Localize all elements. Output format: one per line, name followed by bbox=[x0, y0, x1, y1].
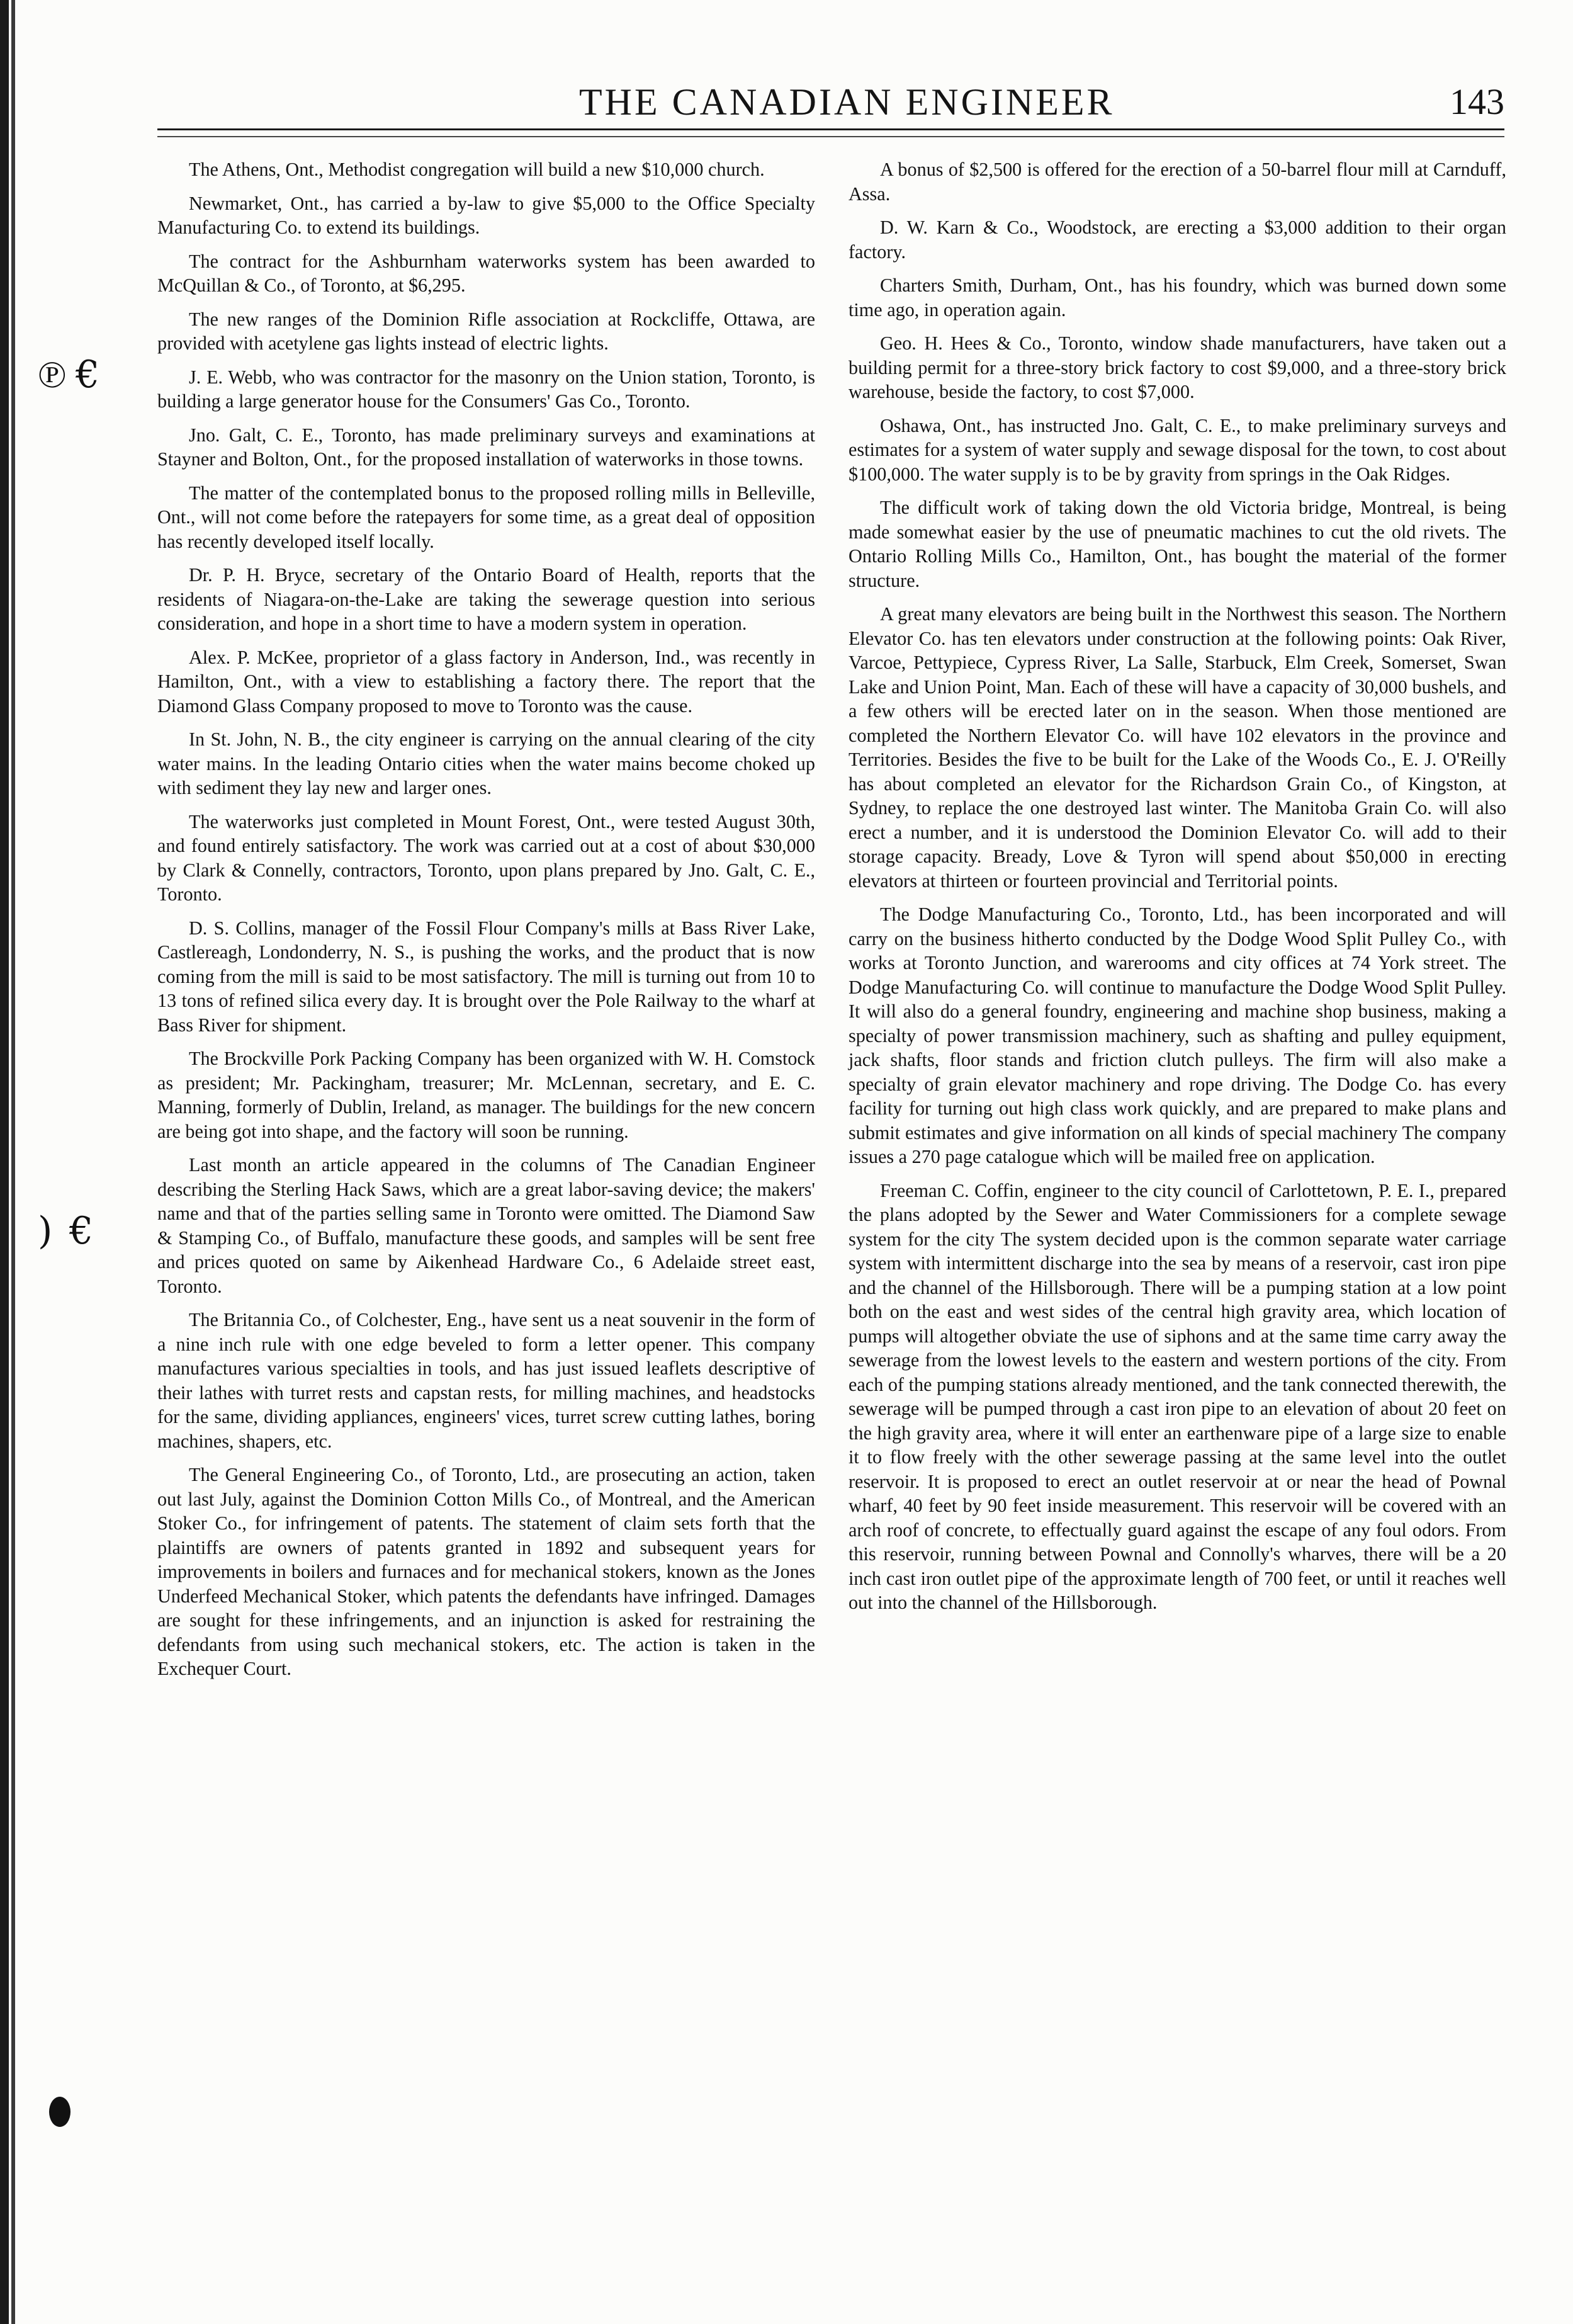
news-paragraph: Jno. Galt, C. E., Toronto, has made preliminary surveys and examinations at Stayner and Bolton, Ont., for the proposed installation of waterworks in those towns. bbox=[157, 424, 815, 470]
margin-mark-top-icon: ℗ bbox=[38, 353, 67, 397]
news-paragraph: In St. John, N. B., the city engineer is carrying on the annual clearing of the city water mains. In the leading Ontario cities when the water mains become choked up with sediment they lay new and larger ones. bbox=[157, 728, 815, 798]
news-paragraph: Dr. P. H. Bryce, secretary of the Ontario Board of Health, reports that the residents of Niagara-on-the-Lake are taking the sewerage question into serious consideration, and hope in a short time to have a modern system in operation. bbox=[157, 564, 815, 634]
margin-mark-mid-icon: ) bbox=[38, 1209, 53, 1253]
news-paragraph: A bonus of $2,500 is offered for the erection of a 50-barrel flour mill at Carnduff, Assa. bbox=[849, 159, 1506, 205]
news-paragraph: D. S. Collins, manager of the Fossil Flour Company's mills at Bass River Lake, Castlereagh, Londonderry, N. S., is pushing the works, and the product that is now coming from the mill is said to be most satisfactory. The mill is turning out from 10 to 13 tons of refined silica every day. It is brought over the Pole Railway to the wharf at Bass River for shipment. bbox=[157, 917, 815, 1036]
news-paragraph: Alex. P. McKee, proprietor of a glass factory in Anderson, Ind., was recently in Hamilton, Ont., with a view to establishing a factory there. The report that the Diamond Glass Company proposed to move to Toronto was the cause. bbox=[157, 646, 815, 717]
news-paragraph: Geo. H. Hees & Co., Toronto, window shade manufacturers, have taken out a building permit for a three-story brick factory to cost $9,000, and a three-story brick warehouse, beside the factory, to cost $7,000. bbox=[849, 332, 1506, 402]
margin-mark-top-2-icon: € bbox=[76, 353, 100, 397]
news-paragraph: Freeman C. Coffin, engineer to the city council of Carlottetown, P. E. I., prepared the plans adopted by the Sewer and Water Commissioners for a complete sewage system for the city The system decided upon is the common separate water carriage system with intermittent discharge into the sea by means of a reservoir, cast iron pipe and the channel of the Hillsborough. There will be a pumping station at a low point both on the east and west sides of the central high gravity area, which location of pumps will altogether obviate the use of siphons and at the same time carry away the sewerage from the lowest levels to the eastern and western portions of the city. From each of the pumping stations already mentioned, and the tank connected therewith, the sewerage will be pumped through a cast iron pipe to an elevation of about 20 feet on the high gravity area, where it will enter an earthenware pipe of a large size to enable it to flow freely with the other sewerage passing at the same level into the outlet reservoir. It is proposed to erect an outlet reservoir at or near the head of Pownal wharf, 40 feet by 90 feet inside measurement. This reservoir will be covered with an arch roof of concrete, to effectually guard against the escape of any foul odors. From this reservoir, running between Pownal and Connolly's wharves, there will be a 20 inch cast iron outlet pipe of the approximate length of 700 feet, or until it reaches well out into the channel of the Hillsborough. bbox=[849, 1179, 1506, 1613]
news-paragraph: J. E. Webb, who was contractor for the masonry on the Union station, Toronto, is building a large generator house for the Consumers' Gas Co., Toronto. bbox=[157, 366, 815, 412]
news-paragraph: Oshawa, Ont., has instructed Jno. Galt, C. E., to make preliminary surveys and estimates for a system of water supply and sewage disposal for the town, to cost about $100,000. The water supply is to be by gravity from springs in the Oak Ridges. bbox=[849, 414, 1506, 485]
page-header bbox=[157, 81, 1504, 125]
binding-edge bbox=[0, 0, 9, 2324]
news-paragraph: The Brockville Pork Packing Company has been organized with W. H. Comstock as president; Mr. Packingham, treasurer; Mr. McLennan, secretary, and E. C. Manning, formerly of Dublin, Ireland, as manager. The buildings for the new concern are being got into shape, and the factory will soon be running. bbox=[157, 1048, 815, 1142]
news-paragraph: D. W. Karn & Co., Woodstock, are erecting a $3,000 addition to their organ factory. bbox=[849, 217, 1506, 263]
news-paragraph: The contract for the Ashburnham waterworks system has been awarded to McQuillan & Co., of Toronto, at $6,295. bbox=[157, 250, 815, 296]
margin-mark-mid-2-icon: € bbox=[69, 1209, 94, 1253]
news-paragraph: The new ranges of the Dominion Rifle association at Rockcliffe, Ottawa, are provided with acetylene gas lights instead of electric lights. bbox=[157, 308, 815, 354]
header-rule bbox=[157, 128, 1504, 130]
news-paragraph: The Britannia Co., of Colchester, Eng., have sent us a neat souvenir in the form of a nine inch rule with one edge beveled to form a letter opener. This company manufactures various specialties in tools, and has just issued leaflets descriptive of their lathes with turret rests and capstan rests, for milling machines, and headstocks for the same, dividing appliances, engineers' vices, turret screw cutting lathes, boring machines, shapers, etc. bbox=[157, 1309, 815, 1452]
news-paragraph: Charters Smith, Durham, Ont., has his foundry, which was burned down some time ago, in operation again. bbox=[849, 275, 1506, 320]
news-paragraph: The waterworks just completed in Mount Forest, Ont., were tested August 30th, and found entirely satisfactory. The work was carried out at a cost of about $30,000 by Clark & Connelly, contractors, Toronto, upon plans prepared by Jno. Galt, C. E., Toronto. bbox=[157, 810, 815, 905]
news-paragraph: Newmarket, Ont., has carried a by-law to give $5,000 to the Office Specialty Manufacturing Co. to extend its buildings. bbox=[157, 192, 815, 238]
left-column bbox=[157, 157, 815, 1691]
binding-edge-inner bbox=[11, 0, 15, 2324]
news-paragraph: The Athens, Ont., Methodist congregation will build a new $10,000 church. bbox=[189, 159, 765, 180]
news-paragraph: The matter of the contemplated bonus to the proposed rolling mills in Belleville, Ont., will not come before the ratepayers for some time, as a great deal of opposition has recently developed itself locally. bbox=[157, 482, 815, 552]
news-paragraph: Last month an article appeared in the columns of The Canadian Engineer describing the Sterling Hack Saws, which are a great labor-saving device; the makers' name and that of the parties selling same in Toronto were omitted. The Diamond Saw & Stamping Co., of Buffalo, manufacture these goods, and samples will be sent free and prices quoted on same by Aikenhead Hardware Co., 6 Adelaide street east, Toronto. bbox=[157, 1154, 815, 1297]
page-number: 143 bbox=[1450, 81, 1504, 122]
news-paragraph: The difficult work of taking down the old Victoria bridge, Montreal, is being made somewhat easier by the use of pneumatic machines to cut the old rivets. The Ontario Rolling Mills Co., Hamilton, Ont., has bought the material of the former structure. bbox=[849, 497, 1506, 591]
news-paragraph: A great many elevators are being built in the Northwest this season. The Northern Elevator Co. has ten elevators under construction at the following points: Oak River, Varcoe, Pettypiece, Cypress River, La Salle, Starbuck, Elm Creek, Somerset, Swan Lake and Union Point, Man. Each of these will have a capacity of 30,000 bushels, and a few others will be erected later on in the season. When those mentioned are completed the Northern Elevator Co. will have 102 elevators in the province and Territories. Besides the five to be built for the Lake of the Woods Co., E. J. O'Reilly has about completed an elevator for the Richardson Grain Co., of Kingston, at Sydney, to replace the one destroyed last winter. The Manitoba Grain Co. will also erect a number, and it is understood the Dominion Elevator Co. will add to their storage capacity. Bready, Love & Tyron will spend about $50,000 in erecting elevators at thirteen or fourteen provincial and Territorial points. bbox=[849, 603, 1506, 892]
news-paragraph: The General Engineering Co., of Toronto, Ltd., are prosecuting an action, taken out last July, against the Dominion Cotton Mills Co., of Montreal, and the American Stoker Co., for infringement of patents. The statement of claim sets forth that the plaintiffs are owners of patents granted in 1892 and subsequent years for improvements in boilers and furnaces and for mechanical stokers, known as the Jones Underfeed Mechanical Stoker, which patents the defendants have infringed. Damages are sought for these infringements, and an injunction is asked for restraining the defendants from using such mechanical stokers, etc. The action is taken in the Exchequer Court. bbox=[157, 1464, 815, 1679]
journal-title: THE CANADIAN ENGINEER bbox=[579, 81, 1115, 123]
right-column bbox=[849, 157, 1506, 1624]
news-paragraph: The Dodge Manufacturing Co., Toronto, Ltd., has been incorporated and will carry on the business hitherto conducted by the Dodge Wood Split Pulley Co., with works at Toronto Junction, and warerooms and city offices at 74 York street. The Dodge Manufacturing Co. will continue to manufacture the Dodge Wood Split Pulley. It will also do a general foundry, engineering and machine shop business, making a specialty of power transmission machinery, such as shafting and pulley equipment, jack shafts, floor stands and friction clutch pulleys. The firm will also make a specialty of grain elevator machinery and rope driving. The Dodge Co. has every facility for turning out high class work quickly, and are prepared to make plans and submit estimates and give information on all kinds of special machinery The company issues a 270 page catalogue which will be mailed free on application. bbox=[849, 904, 1506, 1167]
header-rule-thin bbox=[157, 136, 1504, 137]
ink-blot-icon bbox=[49, 2097, 70, 2127]
